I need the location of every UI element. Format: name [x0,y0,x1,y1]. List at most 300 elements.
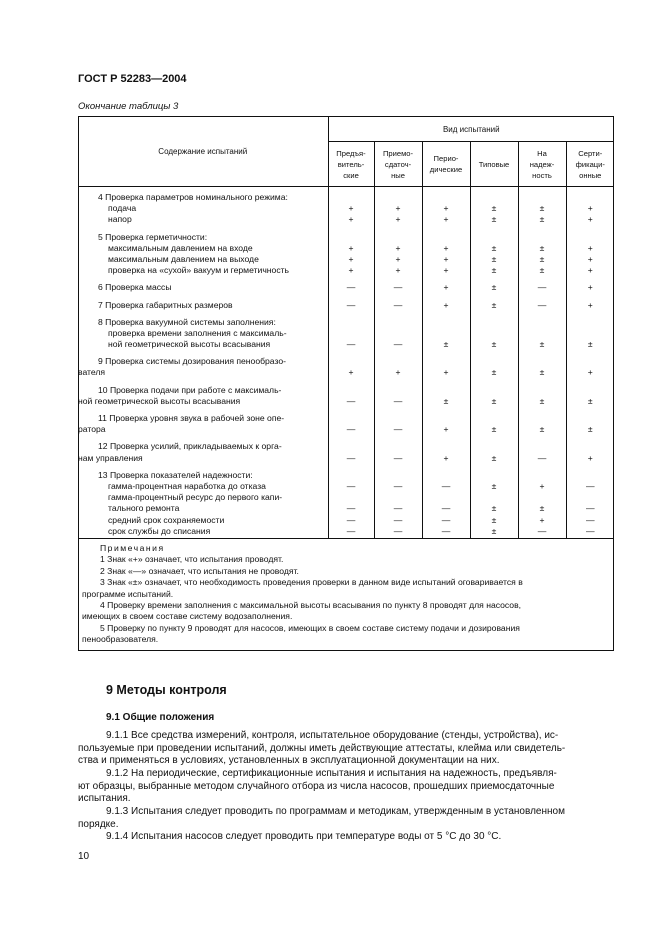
subcolumn-header-line: надеж- [529,159,555,169]
paragraph-line: испытания. [78,793,131,805]
test-mark: — [585,525,595,536]
subcolumn-header-line: витель- [337,159,365,169]
test-mark: ± [491,253,497,264]
test-mark-cell [518,408,566,436]
paragraph-line: 9.1.3 Испытания следует проводить по программам и методикам, утвержденным в установленном [106,806,565,817]
test-mark: — [441,525,451,536]
test-mark [423,385,470,396]
test-mark [567,328,615,339]
paragraph-line: пользуемые при проведении испытаний, должны иметь действующие аттестаты, клейма или свидетель- [78,742,566,754]
table-row [78,295,614,312]
test-mark: + [443,452,449,463]
test-mark: ± [491,367,497,378]
test-mark: ± [587,339,593,350]
test-mark [519,356,566,367]
subcolumn-header-line: ность [532,170,552,180]
test-description-line: 12 Проверка усилий, прикладываемых к орга- [98,441,282,452]
test-mark: ± [491,242,497,253]
test-description-line: срок службы до списания [108,525,211,536]
test-mark: — [537,452,547,463]
test-description-line: гамма-процентный ресурс до первого капи- [108,492,283,503]
test-mark: ± [491,339,497,350]
test-mark: ± [587,395,593,406]
test-mark [567,232,615,243]
test-mark [519,492,566,503]
paragraph-line: 9.1.2 На периодические, сертификационные испытания и испытания на надежность, предъявля- [106,768,557,779]
test-mark-cell [470,277,518,294]
test-mark-cell [374,465,422,539]
test-description-line: максимальным давлением на входе [108,242,253,253]
paragraph [78,806,614,831]
test-mark-cell [566,277,614,294]
test-mark: ± [491,424,497,435]
test-description-line: 5 Проверка герметичности: [98,231,208,242]
note-line: имеющих в своем составе систему водозаполнения. [82,611,293,622]
test-mark: — [585,503,595,514]
test-mark: — [393,282,403,293]
test-mark [519,413,566,424]
test-mark-cell [518,227,566,278]
paragraph-line: 9.1.1 Все средства измерений, контроля, испытательное оборудование (стенды, устройства), ис- [106,730,559,741]
test-mark [567,492,615,503]
test-mark [519,232,566,243]
test-mark [423,413,470,424]
test-description-line: 8 Проверка вакуумной системы заполнения: [98,316,276,327]
tests-table [78,116,614,651]
test-mark-cell [328,408,374,436]
test-mark-cell [374,312,422,352]
test-description [78,312,328,352]
test-mark-cell [374,408,422,436]
test-mark: + [443,299,449,310]
test-mark: + [443,253,449,264]
test-mark: — [441,480,451,491]
test-mark-cell [470,380,518,408]
test-mark-cell [422,380,470,408]
test-mark [329,317,374,328]
paragraph-line: порядке. [78,818,119,830]
test-mark: — [585,514,595,525]
table-caption: Окончание таблицы 3 [78,101,179,112]
test-description-line: ной геометрической высоты всасывания [78,395,241,406]
test-mark: + [348,214,354,225]
subcolumn-header-line: ные [391,170,405,180]
test-mark: — [393,424,403,435]
section-title: 9 Методы контроля [106,683,227,697]
test-mark [567,192,615,203]
table-row [78,312,614,352]
test-mark [423,441,470,452]
test-mark: — [393,299,403,310]
subcolumn-header-line: фикаци- [575,159,605,169]
test-description-line: гамма-процентная наработка до отказа [108,480,266,491]
test-mark [519,328,566,339]
test-mark-cell [470,295,518,312]
subcolumn-header-line: ские [343,170,359,180]
test-mark [423,328,470,339]
test-mark-cell [518,312,566,352]
test-mark [567,356,615,367]
test-description-line: вателя [78,367,106,378]
test-mark: — [346,480,356,491]
subcolumn-header-line: Приемо- [382,148,414,158]
test-mark [329,356,374,367]
test-mark [329,413,374,424]
test-mark: — [537,282,547,293]
table-row [78,187,614,227]
test-mark: + [443,242,449,253]
paragraph-line: ют образцы, выбранные методом случайного отбора из числа насосов, прошедших приемосдаточные [78,780,555,792]
subcolumn-header-line: На [537,148,547,158]
test-mark: + [443,203,449,214]
test-mark [423,317,470,328]
table-body [78,187,614,651]
notes-title: Примечания [100,542,165,553]
note-line: пенообразователя. [82,634,159,645]
test-mark-cell [518,436,566,464]
test-mark: ± [443,395,449,406]
test-mark: + [587,203,593,214]
test-description-line: максимальным давлением на выходе [108,253,259,264]
note-line: 5 Проверку по пункту 9 проводят для насосов, имеющих в своем составе систему подачи и дозирования [100,622,520,633]
test-mark: + [587,282,593,293]
test-mark-cell [566,187,614,227]
table-row [78,380,614,408]
test-mark [471,385,518,396]
test-mark [375,441,422,452]
test-description [78,465,328,539]
test-mark: + [539,480,545,491]
test-mark-cell [566,436,614,464]
paragraph-line: ства и применяться в условиях, установленных в эксплуатационной документации на них. [78,755,500,767]
test-mark: — [346,514,356,525]
test-mark: ± [587,424,593,435]
subcolumn-header-line: сдаточ- [384,159,412,169]
test-mark [375,192,422,203]
test-mark [567,317,615,328]
test-mark [471,192,518,203]
test-mark-cell [470,187,518,227]
test-mark-cell [374,380,422,408]
test-mark: — [346,282,356,293]
test-mark [423,470,470,481]
test-mark-cell [566,465,614,539]
test-mark: — [346,299,356,310]
subcolumn-header [422,142,470,187]
test-mark: + [395,214,401,225]
test-mark [471,328,518,339]
test-mark: ± [491,203,497,214]
test-mark: — [346,503,356,514]
test-description-line: тального ремонта [108,503,180,514]
test-mark [329,385,374,396]
test-mark: ± [491,395,497,406]
test-mark-cell [422,277,470,294]
test-mark [567,470,615,481]
test-mark-cell [374,351,422,379]
test-mark-cell [470,312,518,352]
test-mark: + [443,367,449,378]
test-mark-cell [328,277,374,294]
test-mark: ± [539,253,545,264]
test-mark [375,317,422,328]
test-mark: + [443,282,449,293]
table-row [78,227,614,278]
note-line: 1 Знак «+» означает, что испытания проводят. [100,554,284,565]
test-mark [375,470,422,481]
test-mark-cell [566,227,614,278]
test-description [78,436,328,464]
page-number: 10 [78,851,90,862]
test-mark: — [346,424,356,435]
test-mark [519,192,566,203]
table-row [78,351,614,379]
test-mark: ± [539,395,545,406]
test-mark [329,192,374,203]
note-line: 4 Проверку времени заполнения с максимальной высоты всасывания по пункту 8 проводят для насосов, [100,599,522,610]
test-mark-cell [422,187,470,227]
test-mark-cell [518,295,566,312]
test-mark-cell [470,465,518,539]
test-description-line: 7 Проверка габаритных размеров [98,299,233,310]
test-description [78,187,328,227]
subsection-title: 9.1 Общие положения [106,712,215,723]
test-mark: + [348,265,354,276]
test-mark-cell [422,465,470,539]
test-mark: + [443,265,449,276]
test-mark [423,492,470,503]
test-mark: — [441,503,451,514]
test-mark [567,441,615,452]
test-mark: — [537,525,547,536]
subcolumn-header-line: Предъя- [336,148,366,158]
test-mark: ± [539,503,545,514]
test-mark [329,492,374,503]
test-mark: ± [491,480,497,491]
test-mark [375,328,422,339]
test-description [78,351,328,379]
test-mark: + [587,242,593,253]
test-mark: — [393,514,403,525]
paragraph [78,831,614,844]
test-mark-cell [470,351,518,379]
test-description [78,227,328,278]
test-mark [329,232,374,243]
test-mark: + [395,253,401,264]
test-mark [519,441,566,452]
note-line: 2 Знак «—» означает, что испытания не проводят. [100,565,299,576]
test-description-line: 10 Проверка подачи при работе с максималь- [98,384,282,395]
test-description-line: 6 Проверка массы [98,282,172,293]
note-line: программе испытаний. [82,588,174,599]
test-mark: — [346,395,356,406]
test-mark [375,232,422,243]
notes-row [78,538,614,650]
test-mark: ± [491,299,497,310]
column-header-content: Содержание испытаний [78,117,328,187]
test-mark-cell [328,295,374,312]
test-mark-cell [422,351,470,379]
test-mark-cell [328,380,374,408]
test-mark: — [585,480,595,491]
test-mark: + [395,203,401,214]
test-mark [329,441,374,452]
test-mark: + [539,514,545,525]
test-mark-cell [470,227,518,278]
test-mark: — [393,525,403,536]
test-mark [329,470,374,481]
test-mark-cell [328,187,374,227]
table-row [78,277,614,294]
test-mark [329,328,374,339]
test-description-line: 9 Проверка системы дозирования пенообразо- [98,356,286,367]
test-mark-cell [374,227,422,278]
test-description [78,277,328,294]
document-code: ГОСТ Р 52283—2004 [78,73,187,85]
test-description-line: подача [108,203,137,214]
test-mark [471,470,518,481]
notes-cell [78,538,614,650]
test-mark-cell [566,312,614,352]
test-description-line: 11 Проверка уровня звука в рабочей зоне опе- [98,413,285,423]
test-mark-cell [518,351,566,379]
test-mark [423,192,470,203]
test-mark [423,356,470,367]
test-mark [519,470,566,481]
test-mark: — [537,299,547,310]
test-description-line: 4 Проверка параметров номинального режима: [98,192,288,202]
subcolumn-header-line: дические [429,165,463,174]
test-description [78,380,328,408]
test-description-line: напор [108,214,132,225]
subcolumn-header [518,142,566,187]
test-description [78,408,328,436]
test-mark-cell [518,380,566,408]
column-group-header: Вид испытаний [328,117,614,142]
test-mark-cell [328,312,374,352]
subcolumn-header [566,142,614,187]
test-mark-cell [422,295,470,312]
subcolumn-header [374,142,422,187]
subcolumn-header [328,142,374,187]
test-mark [471,356,518,367]
test-mark [375,356,422,367]
test-mark-cell [374,277,422,294]
test-description-line: нам управления [78,452,143,463]
test-mark-cell [374,295,422,312]
test-description-line: ратора [78,424,106,435]
test-mark [471,413,518,424]
test-mark [375,413,422,424]
test-mark-cell [422,436,470,464]
test-mark: + [587,253,593,264]
test-mark: ± [539,242,545,253]
test-mark: — [393,395,403,406]
test-mark-cell [328,351,374,379]
test-mark: ± [491,282,497,293]
test-mark-cell [470,436,518,464]
paragraph [78,768,614,806]
test-mark: + [395,242,401,253]
test-mark: ± [539,339,545,350]
test-mark: + [348,242,354,253]
test-mark: + [395,367,401,378]
test-mark: ± [539,367,545,378]
test-description-line: проверка времени заполнения с максималь- [108,327,287,338]
test-mark-cell [566,380,614,408]
subcolumn-header-line: Перио- [433,154,459,163]
table-row [78,465,614,539]
test-mark: — [441,514,451,525]
test-mark: — [393,339,403,350]
test-mark-cell [374,187,422,227]
test-mark: + [443,424,449,435]
test-mark: — [393,480,403,491]
test-mark-cell [328,436,374,464]
test-mark: + [587,299,593,310]
test-mark [471,441,518,452]
test-mark-cell [518,187,566,227]
table-row [78,436,614,464]
test-mark: ± [491,503,497,514]
test-mark: + [348,253,354,264]
test-mark: + [348,367,354,378]
test-mark-cell [518,277,566,294]
test-mark: ± [443,339,449,350]
paragraph-line: 9.1.4 Испытания насосов следует проводить при температуре воды от 5 °С до 30 °С. [106,831,502,842]
test-mark-cell [470,408,518,436]
test-mark [567,385,615,396]
test-mark-cell [566,295,614,312]
test-mark: ± [491,452,497,463]
test-mark-cell [566,408,614,436]
test-mark: ± [491,214,497,225]
test-mark [375,385,422,396]
test-mark: — [346,525,356,536]
test-mark-cell [328,465,374,539]
test-mark: + [443,214,449,225]
test-mark [519,317,566,328]
test-mark: ± [491,525,497,536]
test-description-line: проверка на «сухой» вакуум и герметичность [108,265,290,276]
subcolumn-header-line: Серти- [578,148,603,158]
test-mark: — [346,339,356,350]
test-mark: — [346,452,356,463]
test-mark: ± [539,265,545,276]
test-mark [423,232,470,243]
test-mark-cell [422,408,470,436]
test-mark-cell [566,351,614,379]
test-mark: ± [539,203,545,214]
note-line: 3 Знак «±» означает, что необходимость проведения проверки в данном виде испытаний оговаривается в [100,577,523,588]
test-mark: + [395,265,401,276]
test-mark-cell [328,227,374,278]
test-description-line: 13 Проверка показателей надежности: [98,469,253,480]
test-mark: ± [491,514,497,525]
table-row [78,408,614,436]
test-description-line: средний срок сохраняемости [108,514,225,525]
subcolumn-header-line: Типовые [478,159,510,169]
test-mark: + [587,452,593,463]
test-mark-cell [518,465,566,539]
test-mark: + [587,265,593,276]
test-mark [567,413,615,424]
test-mark: ± [539,214,545,225]
test-mark: + [348,203,354,214]
test-mark [375,492,422,503]
test-mark: + [587,367,593,378]
subcolumn-header [470,142,518,187]
